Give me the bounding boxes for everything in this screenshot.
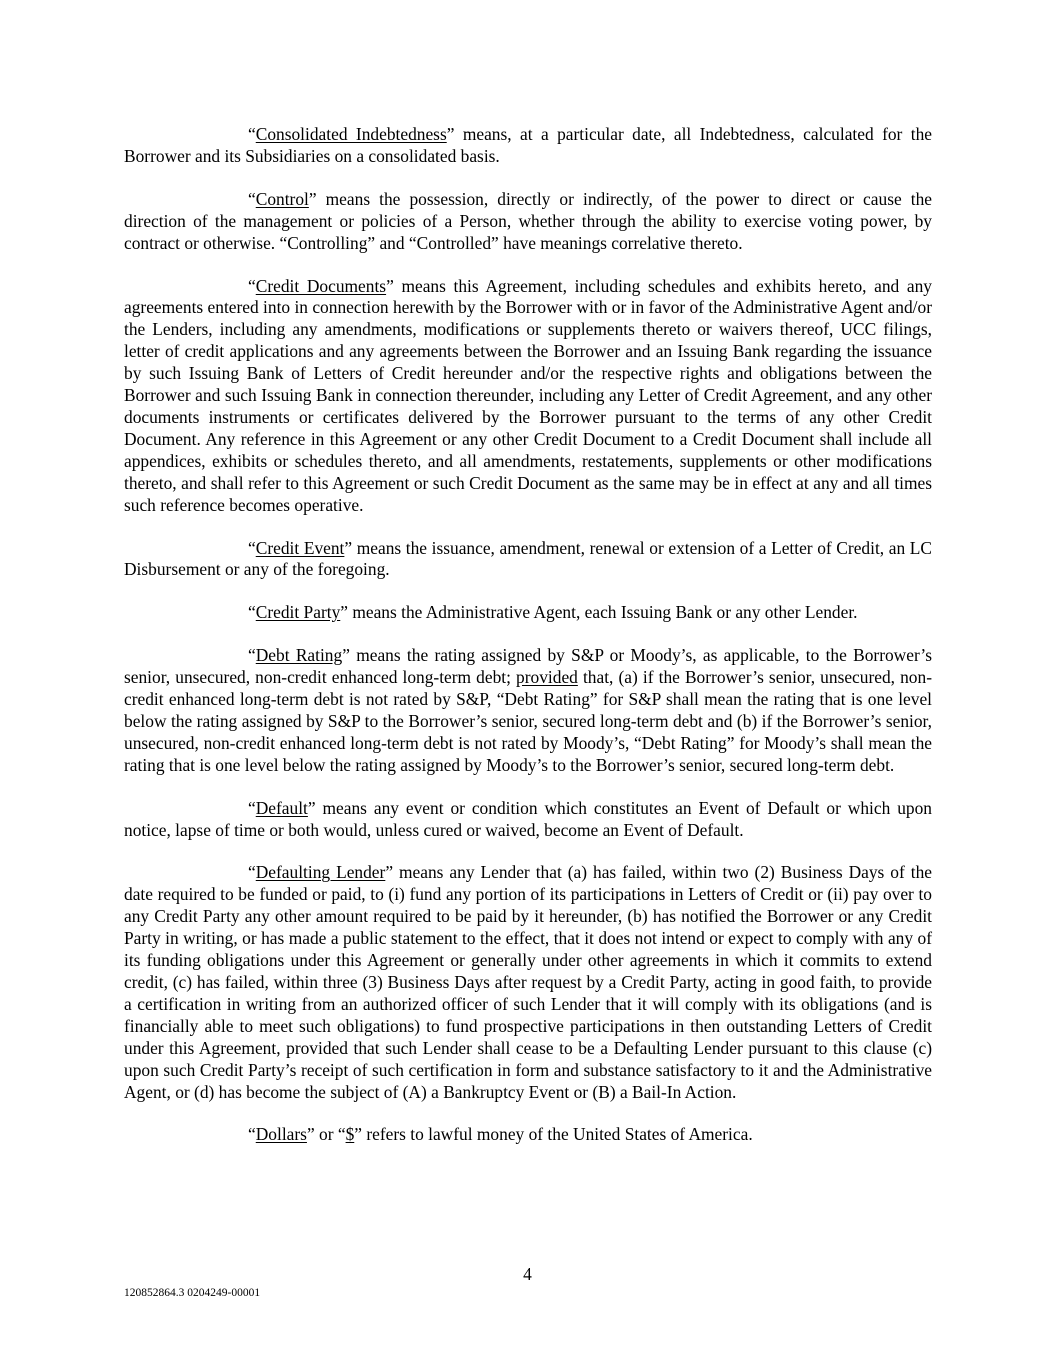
defined-term: Dollars <box>255 1124 307 1145</box>
provided-term: provided <box>516 667 578 688</box>
defined-term: Defaulting Lender <box>255 862 386 883</box>
definition-consolidated-indebtedness: “Consolidated Indebtedness” means, at a particular date, all Indebtedness, calculated for the Borrower and its Subsidiaries on a consolidated basis. <box>124 124 933 166</box>
defined-term: Credit Party <box>255 602 341 623</box>
defined-term: Credit Event <box>255 537 345 558</box>
definition-credit-event: “Credit Event” means the issuance, amendment, renewal or extension of a Letter of Credit, an LC Disbursement or any of the foregoing. <box>124 537 932 580</box>
dollar-sign-term: $ <box>345 1124 355 1145</box>
defined-term: Debt Rating <box>255 645 343 666</box>
document-body <box>124 124 932 1167</box>
defined-term: Control <box>255 188 309 209</box>
definition-dollars: “Dollars” or “$” refers to lawful money of the United States of America. <box>248 1124 753 1145</box>
document-id: 120852864.3 0204249-00001 <box>124 1287 261 1299</box>
definition-default: “Default” means any event or condition which constitutes an Event of Default or which upon notice, lapse of time or both would, unless cured or waived, become an Event of Default. <box>124 797 932 840</box>
definition-credit-party: “Credit Party” means the Administrative Agent, each Issuing Bank or any other Lender. <box>248 602 858 623</box>
definition-defaulting-lender: “Defaulting Lender” means any Lender that (a) has failed, within two (2) Business Days of the date required to be funded or paid, to (i) fund any portion of its participations in Letters of Credit or (ii) pay over to any Credit Party any other amount required to be paid by it hereunder, (b) has notified the Borrower or any Credit Party in writing, or has made a public statement to the effect, that it does not intend or expect to comply with any of its funding obligations under this Agreement or generally under other agreements in which it commits to extend credit, (c) has failed, within three (3) Business Days after request by a Credit Party, acting in good faith, to provide a certification in writing from an authorized officer of such Lender that it will comply with its obligations (and is financially able to meet such obligations) to fund prospective participations in then outstanding Letters of Credit under this Agreement, provided that such Lender shall cease to be a Defaulting Lender pursuant to this clause (c) upon such Credit Party’s receipt of such certification in form and substance satisfactory to it and the Administrative Agent, or (d) has become the subject of (A) a Bankruptcy Event or (B) a Bail-In Action. <box>124 862 932 1102</box>
defined-term: Default <box>255 797 308 818</box>
definition-debt-rating: “Debt Rating” means the rating assigned by S&P or Moody’s, as applicable, to the Borrower’s senior, unsecured, non-credit enhanced long-term debt; provided that, (a) if the Borrower’s senior, unsecured, non-credit enhanced long-term debt is not rated by S&P, “Debt Rating” for S&P shall mean the rating that is one level below the rating assigned by S&P to the Borrower’s senior, secured long-term debt and (b) if the Borrower’s senior, unsecured, non-credit enhanced long-term debt is not rated by Moody’s, “Debt Rating” for Moody’s shall mean the rating that is one level below the rating assigned by Moody’s to the Borrower’s senior, secured long-term debt. <box>124 645 932 775</box>
page-number: 4 <box>523 1264 532 1284</box>
definition-credit-documents: “Credit Documents” means this Agreement, including schedules and exhibits hereto, and any agreements entered into in connection herewith by the Borrower with or in favor of the Administrative Agent and/or the Lenders, including any amendments, modifications or supplements thereto or waivers thereof, UCC filings, letter of credit applications and any agreements between the Borrower and an Issuing Bank regarding the issuance by such Issuing Bank of Letters of Credit hereunder and/or the respective rights and obligations between the Borrower and such Issuing Bank in connection thereunder, including any Letter of Credit Agreement, and any other documents instruments or certificates delivered by the Borrower pursuant to the terms of any other Credit Document. Any reference in this Agreement or any other Credit Document to a Credit Document shall include all appendices, exhibits or schedules thereto, and all amendments, restatements, supplements or other modifications thereto, and shall refer to this Agreement or such Credit Document as the same may be in effect at any and all times such reference becomes operative. <box>124 275 933 515</box>
definition-control: “Control” means the possession, directly or indirectly, of the power to direct or cause the direction of the management or policies of a Person, whether through the ability to exercise voting power, by contract or otherwise. “Controlling” and “Controlled” have meanings correlative thereto. <box>124 188 932 253</box>
defined-term: Consolidated Indebtedness <box>255 124 447 144</box>
defined-term: Credit Documents <box>255 275 387 296</box>
